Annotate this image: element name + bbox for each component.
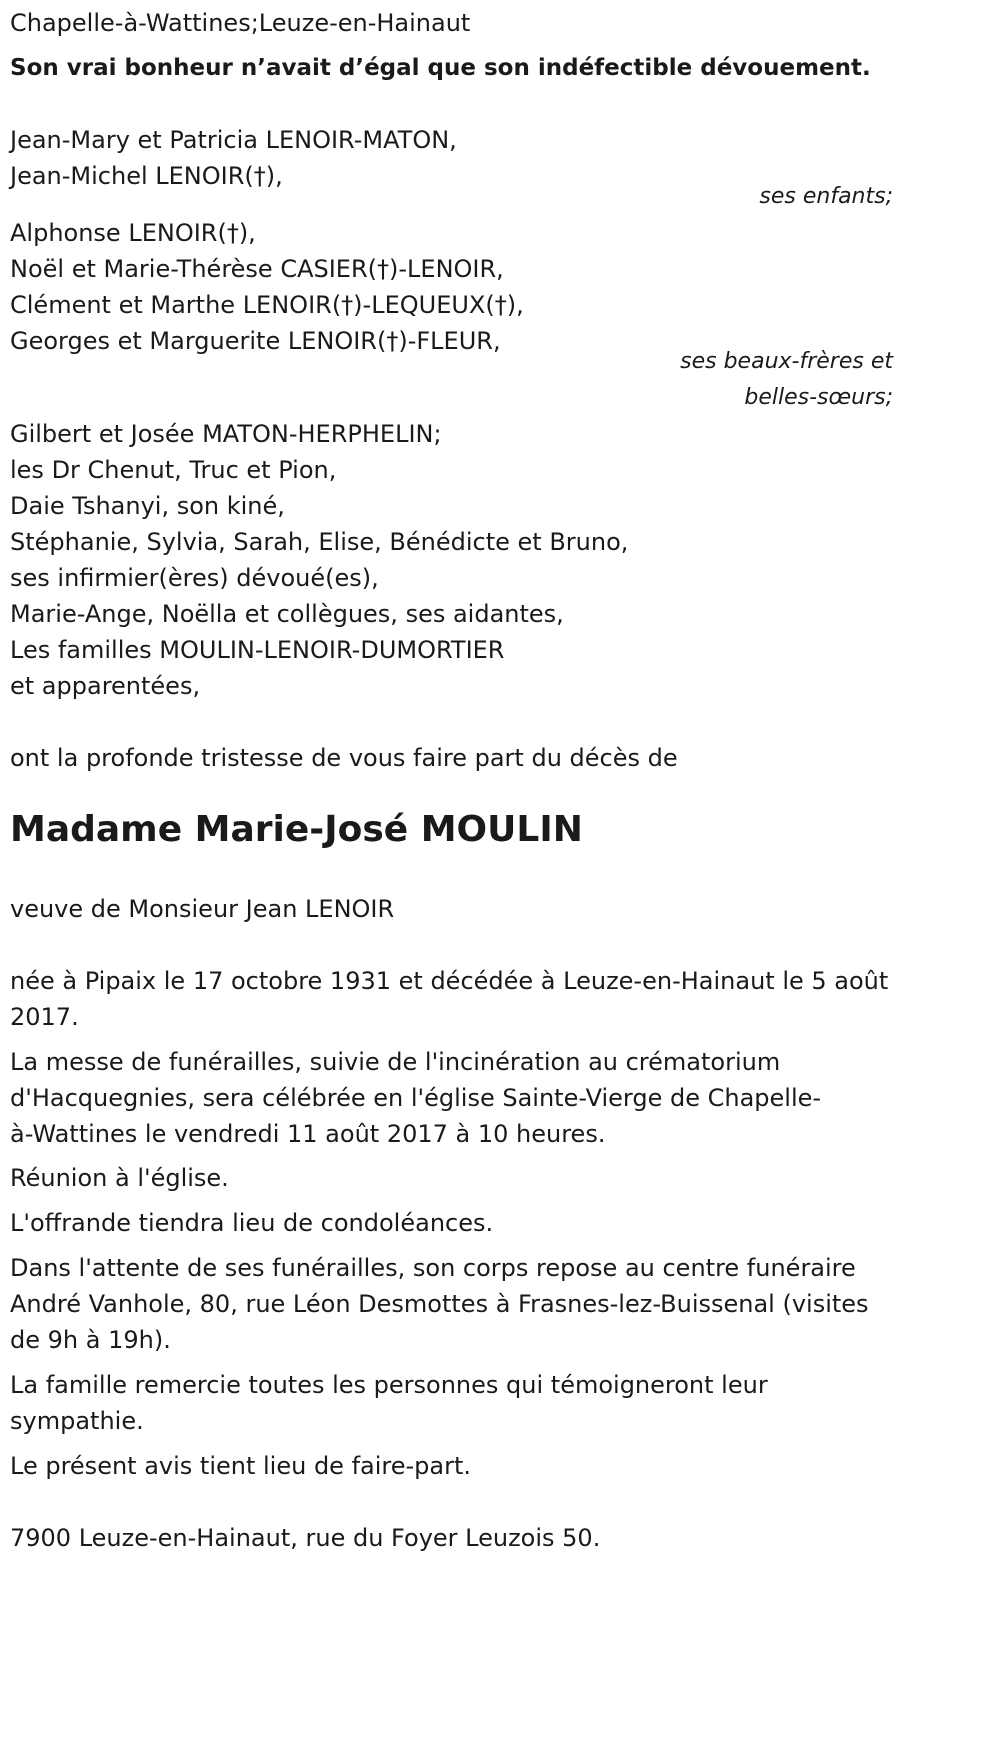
spouse-line: veuve de Monsieur Jean LENOIR — [10, 895, 395, 923]
other-line: Gilbert et Josée MATON-HERPHELIN; — [10, 420, 442, 448]
sibling-line: Alphonse LENOIR(†), — [10, 219, 256, 247]
other-line: Stéphanie, Sylvia, Sarah, Elise, Bénédicte et Bruno, — [10, 528, 629, 556]
deceased-name: Madame Marie-José MOULIN — [10, 809, 583, 850]
rest-line: André Vanhole, 80, rue Léon Desmottes à Frasnes-lez-Buissenal (visites — [10, 1290, 869, 1318]
other-line: les Dr Chenut, Truc et Pion, — [10, 456, 337, 484]
birth-death-line: née à Pipaix le 17 octobre 1931 et décédée à Leuze-en-Hainaut le 5 août — [10, 967, 889, 995]
other-line: Daie Tshanyi, son kiné, — [10, 492, 285, 520]
child-line: Jean-Mary et Patricia LENOIR-MATON, — [10, 126, 457, 154]
other-line: Les familles MOULIN-LENOIR-DUMORTIER — [10, 636, 505, 664]
location-header: Chapelle-à-Wattines;Leuze-en-Hainaut — [10, 9, 471, 37]
notice-line: Le présent avis tient lieu de faire-part. — [10, 1452, 472, 1480]
meeting-line: Réunion à l'église. — [10, 1164, 229, 1192]
thanks-line: sympathie. — [10, 1407, 144, 1435]
rest-line: Dans l'attente de ses funérailles, son corps repose au centre funéraire — [10, 1254, 856, 1282]
mass-line: d'Hacquegnies, sera célébrée en l'église Sainte-Vierge de Chapelle- — [10, 1084, 822, 1112]
offering-line: L'offrande tiendra lieu de condoléances. — [10, 1209, 494, 1237]
other-line: et apparentées, — [10, 672, 201, 700]
tagline: Son vrai bonheur n’avait d’égal que son indéfectible dévouement. — [10, 55, 871, 81]
other-line: ses infirmier(ères) dévoué(es), — [10, 564, 379, 592]
announcement: ont la profonde tristesse de vous faire part du décès de — [10, 744, 678, 772]
thanks-line: La famille remercie toutes les personnes qui témoigneront leur — [10, 1371, 768, 1399]
siblings-relation: ses beaux-frères et — [680, 349, 893, 374]
siblings-relation: belles-sœurs; — [744, 385, 893, 410]
rest-line: de 9h à 19h). — [10, 1326, 171, 1354]
mass-line: à-Wattines le vendredi 11 août 2017 à 10 heures. — [10, 1120, 606, 1148]
mass-line: La messe de funérailles, suivie de l'incinération au crématorium — [10, 1048, 781, 1076]
child-line: Jean-Michel LENOIR(†), — [10, 162, 283, 190]
sibling-line: Georges et Marguerite LENOIR(†)-FLEUR, — [10, 327, 501, 355]
sibling-line: Clément et Marthe LENOIR(†)-LEQUEUX(†), — [10, 291, 524, 319]
birth-death-line: 2017. — [10, 1003, 79, 1031]
other-line: Marie-Ange, Noëlla et collègues, ses aidantes, — [10, 600, 564, 628]
sibling-line: Noël et Marie-Thérèse CASIER(†)-LENOIR, — [10, 255, 504, 283]
address-line: 7900 Leuze-en-Hainaut, rue du Foyer Leuzois 50. — [10, 1524, 601, 1552]
children-relation: ses enfants; — [759, 184, 893, 209]
